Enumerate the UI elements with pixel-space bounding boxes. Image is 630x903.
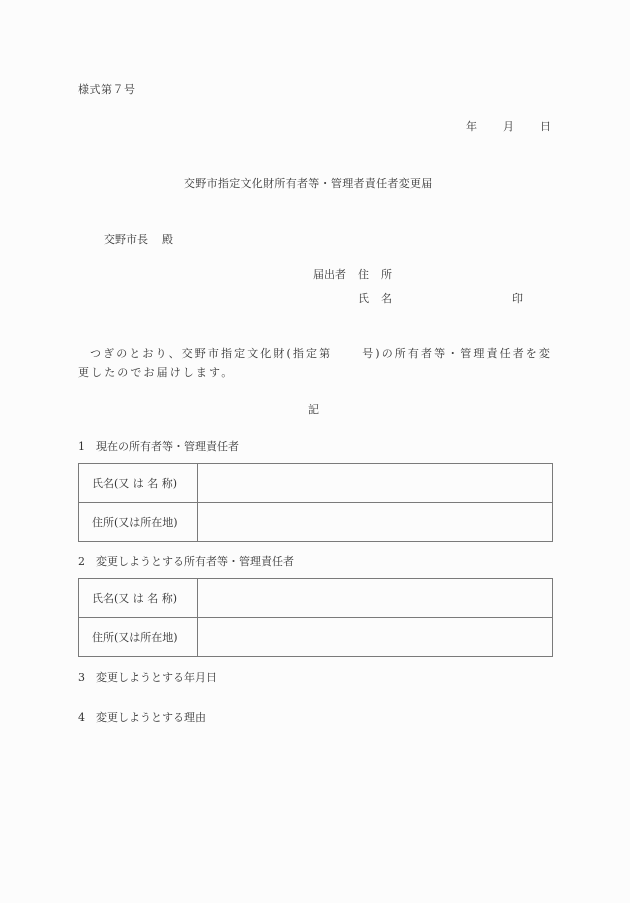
body-text-part1: つぎのとおり、交野市指定文化財(指定第 <box>90 347 333 360</box>
current-owner-name-field[interactable] <box>198 464 553 503</box>
addressee-honorific: 殿 <box>162 233 173 246</box>
address-label: 住所(又は所在地) <box>79 618 198 657</box>
table-row <box>79 579 553 618</box>
new-owner-table <box>78 578 553 657</box>
seal-label: 印 <box>512 292 523 305</box>
table-row <box>79 503 553 542</box>
new-owner-name-field[interactable] <box>198 579 553 618</box>
name-label: 氏名(又 は 名 称) <box>79 464 198 503</box>
body-text <box>78 344 558 382</box>
current-owner-table <box>78 463 553 542</box>
table-row <box>79 618 553 657</box>
filer-label: 届出者 <box>313 268 346 281</box>
name-label: 氏名(又 は 名 称) <box>79 579 198 618</box>
ki-label: 記 <box>308 403 319 416</box>
date-month-label: 月 <box>503 120 514 133</box>
document-title: 交野市指定文化財所有者等・管理者責任者変更届 <box>184 177 433 190</box>
applicant-address-label: 住 所 <box>358 268 392 281</box>
form-number: 様式第７号 <box>78 83 136 96</box>
section-4-heading: 4 変更しようとする理由 <box>78 711 206 724</box>
date-year-label: 年 <box>466 120 477 133</box>
section-2-heading: 2 変更しようとする所有者等・管理責任者 <box>78 555 294 568</box>
addressee-name: 交野市長 <box>104 233 148 246</box>
date-day-label: 日 <box>540 120 551 133</box>
body-text-part2: 号)の所有者等・管理責任者を変更したのでお届けします。 <box>78 347 552 379</box>
date-line <box>440 118 551 134</box>
section-1-heading: 1 現在の所有者等・管理責任者 <box>78 440 239 453</box>
current-owner-address-field[interactable] <box>198 503 553 542</box>
section-3-heading: 3 変更しようとする年月日 <box>78 671 217 684</box>
address-label: 住所(又は所在地) <box>79 503 198 542</box>
addressee <box>104 231 173 247</box>
new-owner-address-field[interactable] <box>198 618 553 657</box>
table-row <box>79 464 553 503</box>
applicant-name-label: 氏 名 <box>358 292 392 305</box>
